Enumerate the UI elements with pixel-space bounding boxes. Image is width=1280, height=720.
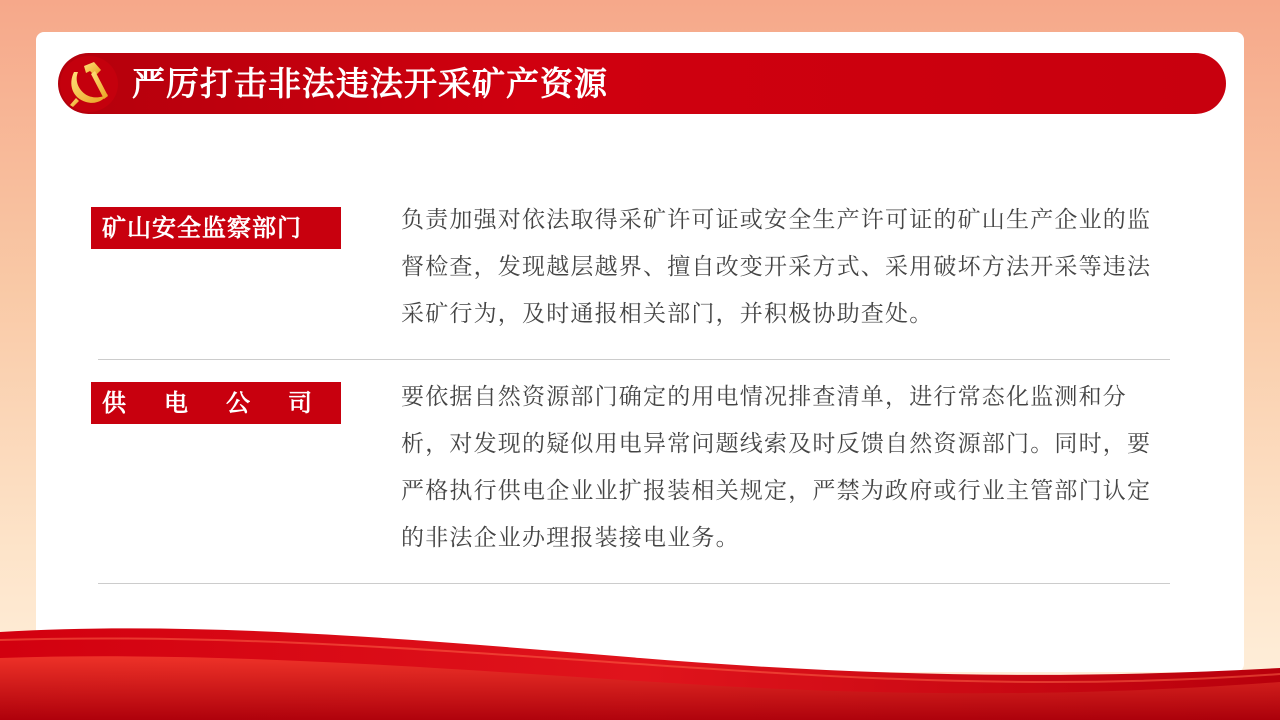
content-card	[36, 32, 1244, 672]
tag-char: 公	[226, 389, 250, 417]
divider	[98, 583, 1170, 584]
page-title: 严厉打击非法违法开采矿产资源	[132, 64, 608, 103]
party-emblem-icon	[64, 58, 116, 110]
divider	[98, 359, 1170, 360]
section-text-power-company: 要依据自然资源部门确定的用电情况排查清单，进行常态化监测和分析，对发现的疑似用电异常问题线索及时反馈自然资源部门。同时，要严格执行供电企业业扩报装相关规定，严禁为政府或行业主管部门认定的非法企业办理报装接电业务。	[401, 384, 1152, 551]
tag-char: 供	[102, 389, 126, 417]
tag-char: 司	[288, 389, 312, 417]
section-tag-power-company	[91, 382, 341, 424]
tag-char: 电	[164, 389, 188, 417]
section-text-mine-safety: 负责加强对依法取得采矿许可证或安全生产许可证的矿山生产企业的监督检查，发现越层越界、擅自改变开采方式、采用破坏方法开采等违法采矿行为，及时通报相关部门，并积极协助查处。	[401, 207, 1152, 327]
section-tag-mine-safety: 矿山安全监察部门	[91, 207, 341, 249]
red-ribbon-decoration	[0, 610, 1280, 720]
